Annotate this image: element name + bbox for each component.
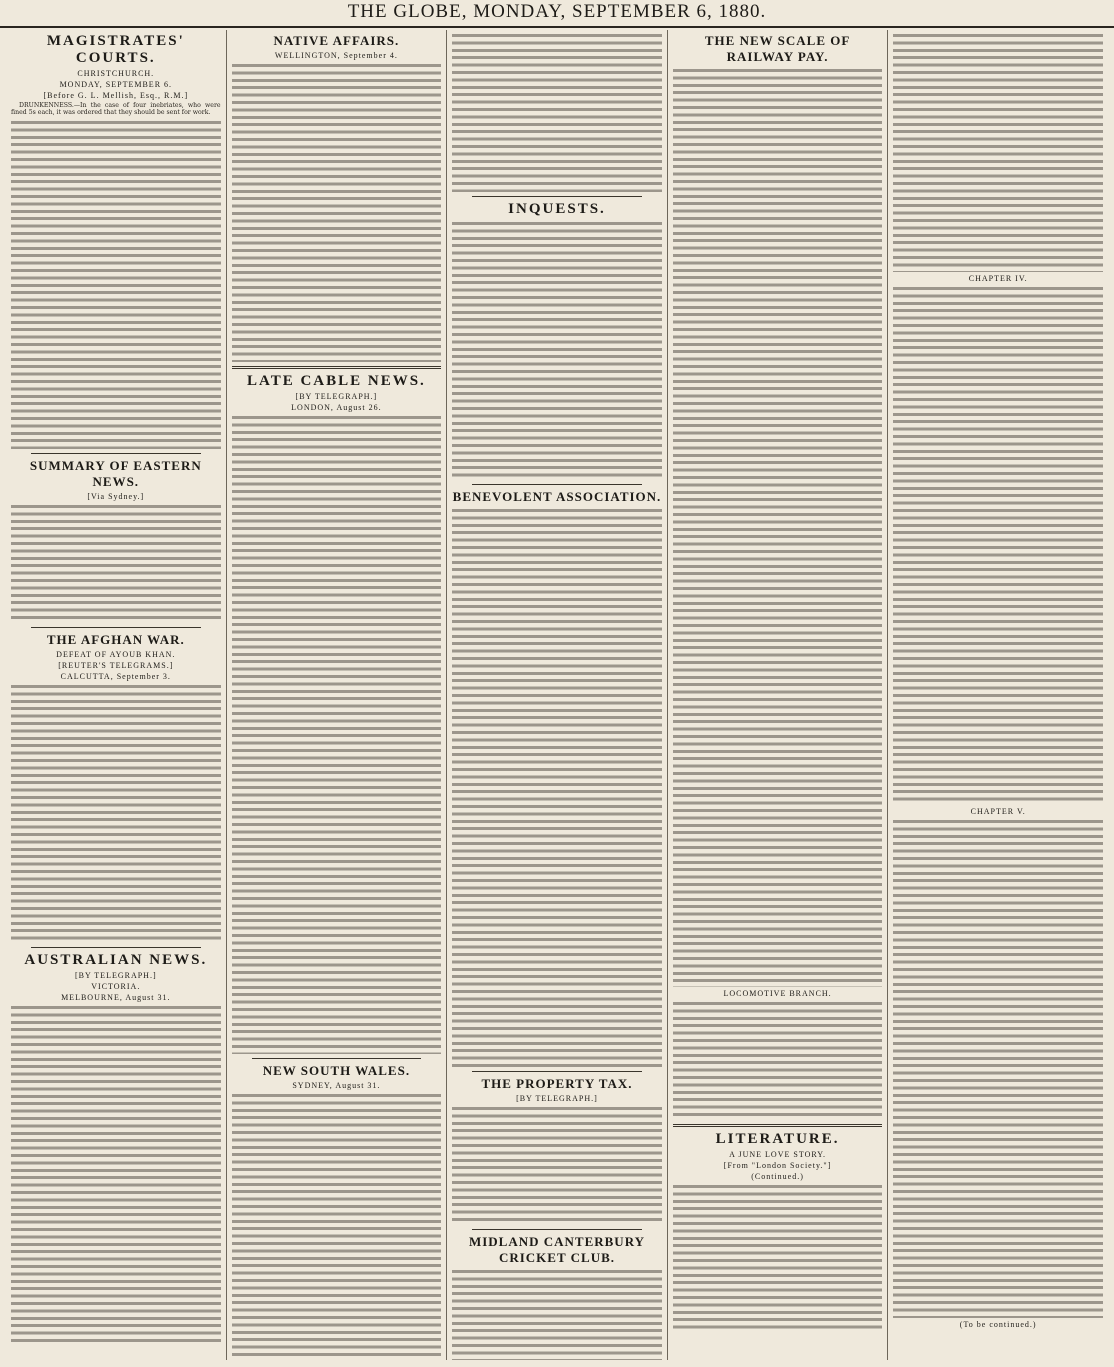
magistrates-courts-heading: MAGISTRATES' COURTS. xyxy=(46,33,185,66)
eastern-news-text xyxy=(11,503,221,623)
inquests-text xyxy=(452,220,662,480)
column-5 xyxy=(888,30,1108,1360)
railway-pay-text xyxy=(673,67,883,987)
newspaper-columns xyxy=(6,30,1108,1360)
afghan-war-heading: THE AFGHAN WAR. xyxy=(46,631,185,647)
column-2 xyxy=(227,30,448,1360)
australian-news-text xyxy=(11,1004,221,1344)
chapter-iv-heading: CHAPTER IV. xyxy=(968,274,1028,283)
eastern-news-via: [Via Sydney.] xyxy=(87,491,145,501)
christchurch-subheading: CHRISTCHURCH. xyxy=(77,69,155,78)
property-tax-heading: THE PROPERTY TAX. xyxy=(481,1076,633,1091)
benevolent-association-text xyxy=(452,507,662,1067)
date-subheading: MONDAY, SEPTEMBER 6. xyxy=(59,80,173,89)
locomotive-branch-label: LOCOMOTIVE BRANCH. xyxy=(723,989,832,998)
calcutta-dateline: CALCUTTA, September 3. xyxy=(60,671,171,681)
to-be-continued-label: (To be continued.) xyxy=(959,1320,1037,1329)
benevolent-association-heading: BENEVOLENT ASSOCIATION. xyxy=(452,489,662,504)
column-3-top-text xyxy=(452,32,662,192)
wellington-dateline: WELLINGTON, September 4. xyxy=(274,51,398,60)
sydney-dateline: SYDNEY, August 31. xyxy=(292,1081,381,1090)
story-text-continued xyxy=(893,32,1103,272)
australian-telegraph-label: [BY TELEGRAPH.] xyxy=(74,970,157,980)
court-text-block xyxy=(11,119,221,449)
afghan-war-subheading: DEFEAT OF AYOUB KHAN. xyxy=(56,649,176,659)
story-source-label: [From "London Society."] xyxy=(723,1161,832,1170)
court-intro: [Before G. L. Mellish, Esq., R.M.] xyxy=(43,91,189,100)
chapter-v-text xyxy=(893,818,1103,1318)
continued-label: (Continued.) xyxy=(751,1172,804,1181)
native-affairs-text xyxy=(232,62,442,362)
reuters-label: [REUTER'S TELEGRAMS.] xyxy=(58,660,174,670)
new-south-wales-heading: NEW SOUTH WALES. xyxy=(262,1063,411,1078)
property-tax-text xyxy=(452,1105,662,1225)
literature-heading: LITERATURE. xyxy=(715,1131,840,1147)
railway-pay-heading: THE NEW SCALE OF RAILWAY PAY. xyxy=(704,33,851,64)
afghan-war-text xyxy=(11,683,221,943)
june-love-story-title: A JUNE LOVE STORY. xyxy=(729,1150,826,1159)
london-dateline: LONDON, August 26. xyxy=(291,403,382,412)
cricket-club-text xyxy=(452,1268,662,1360)
chapter-v-heading: CHAPTER V. xyxy=(970,807,1026,816)
eastern-news-heading: SUMMARY OF EASTERN NEWS. xyxy=(29,457,202,489)
locomotive-branch-text xyxy=(673,1000,883,1120)
court-paragraph: DRUNKENNESS.—In the case of four inebriates, who were fined 5s each, it was ordered that they should be sent for work. xyxy=(11,102,221,117)
cricket-club-heading: MIDLAND CANTERBURY CRICKET CLUB. xyxy=(468,1234,646,1265)
cable-telegraph-label: [BY TELEGRAPH.] xyxy=(295,392,378,401)
column-4 xyxy=(668,30,889,1360)
story-text xyxy=(673,1183,883,1333)
inquests-heading: INQUESTS. xyxy=(508,201,606,217)
new-south-wales-text xyxy=(232,1092,442,1360)
victoria-subheading: VICTORIA. xyxy=(91,981,141,991)
chapter-iv-text xyxy=(893,285,1103,805)
property-tax-telegraph-label: [BY TELEGRAPH.] xyxy=(516,1094,598,1103)
australian-news-heading: AUSTRALIAN NEWS. xyxy=(24,951,208,968)
masthead: THE GLOBE, MONDAY, SEPTEMBER 6, 1880. xyxy=(0,0,1114,28)
native-affairs-heading: NATIVE AFFAIRS. xyxy=(273,33,400,48)
melbourne-dateline: MELBOURNE, August 31. xyxy=(61,992,171,1002)
late-cable-news-heading: LATE CABLE NEWS. xyxy=(246,373,426,389)
column-3 xyxy=(447,30,668,1360)
column-1 xyxy=(6,30,227,1360)
cable-news-text xyxy=(232,414,442,1054)
